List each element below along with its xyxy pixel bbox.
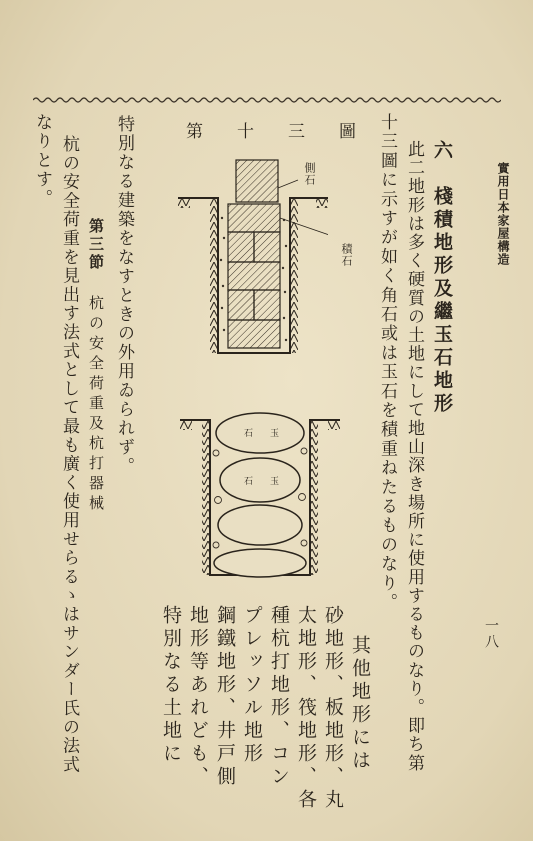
text-column-3: 十三圖に示すが如く角石或は玉石を積重ねたるものなり。 — [377, 113, 397, 613]
section-heading-six: 六 棧積地形及繼玉石地形 — [431, 140, 453, 416]
figure-stacked-stone-foundation — [178, 158, 328, 358]
text-column-11: 特別なる土地に — [160, 605, 182, 766]
figure-title: 第十三圖 — [186, 122, 390, 142]
text-column-2: 此二地形は多く硬質の土地にして地山深き場所に使用するものなり。即ち第 — [404, 140, 424, 773]
text-column-6: 太地形、筏地形、各 — [295, 605, 317, 812]
boulder-mark-1: 石 — [244, 429, 254, 439]
text-column-5: 砂地形、板地形、丸 — [322, 605, 344, 812]
label-side-stone: 側石 — [303, 162, 316, 186]
section-title-three: 杭の安全荷重及杭打器械 — [87, 295, 105, 515]
boulder-mark-3: 石 — [244, 477, 254, 487]
figure-boulder-foundation — [180, 405, 340, 585]
text-column-9: 鋼鐵地形、井戸側 — [214, 605, 236, 789]
running-head: 實用日本家屋構造 — [496, 162, 510, 266]
text-column-4: 其他地形には — [349, 635, 371, 773]
text-column-12: 特別なる建築をなすときの外用ゐられず。 — [114, 115, 134, 476]
text-column-8: プレッソル地形 — [241, 605, 263, 766]
text-column-15: なりとす。 — [32, 113, 52, 208]
boulder-mark-2: 玉 — [270, 429, 280, 439]
label-fill-stone: 積石 — [340, 243, 353, 267]
text-column-14: 杭の安全荷重を見出す法式として最も廣く使用せらるゝはサンダー氏の法式 — [59, 135, 79, 775]
text-column-7: 種杭打地形、コン — [268, 605, 290, 789]
top-wavy-rule — [33, 95, 501, 105]
text-column-10: 地形等あれども、 — [187, 605, 209, 789]
page-number: 一八 — [483, 618, 499, 650]
section-heading-three: 第三節 — [87, 218, 105, 272]
boulder-mark-4: 玉 — [270, 477, 280, 487]
